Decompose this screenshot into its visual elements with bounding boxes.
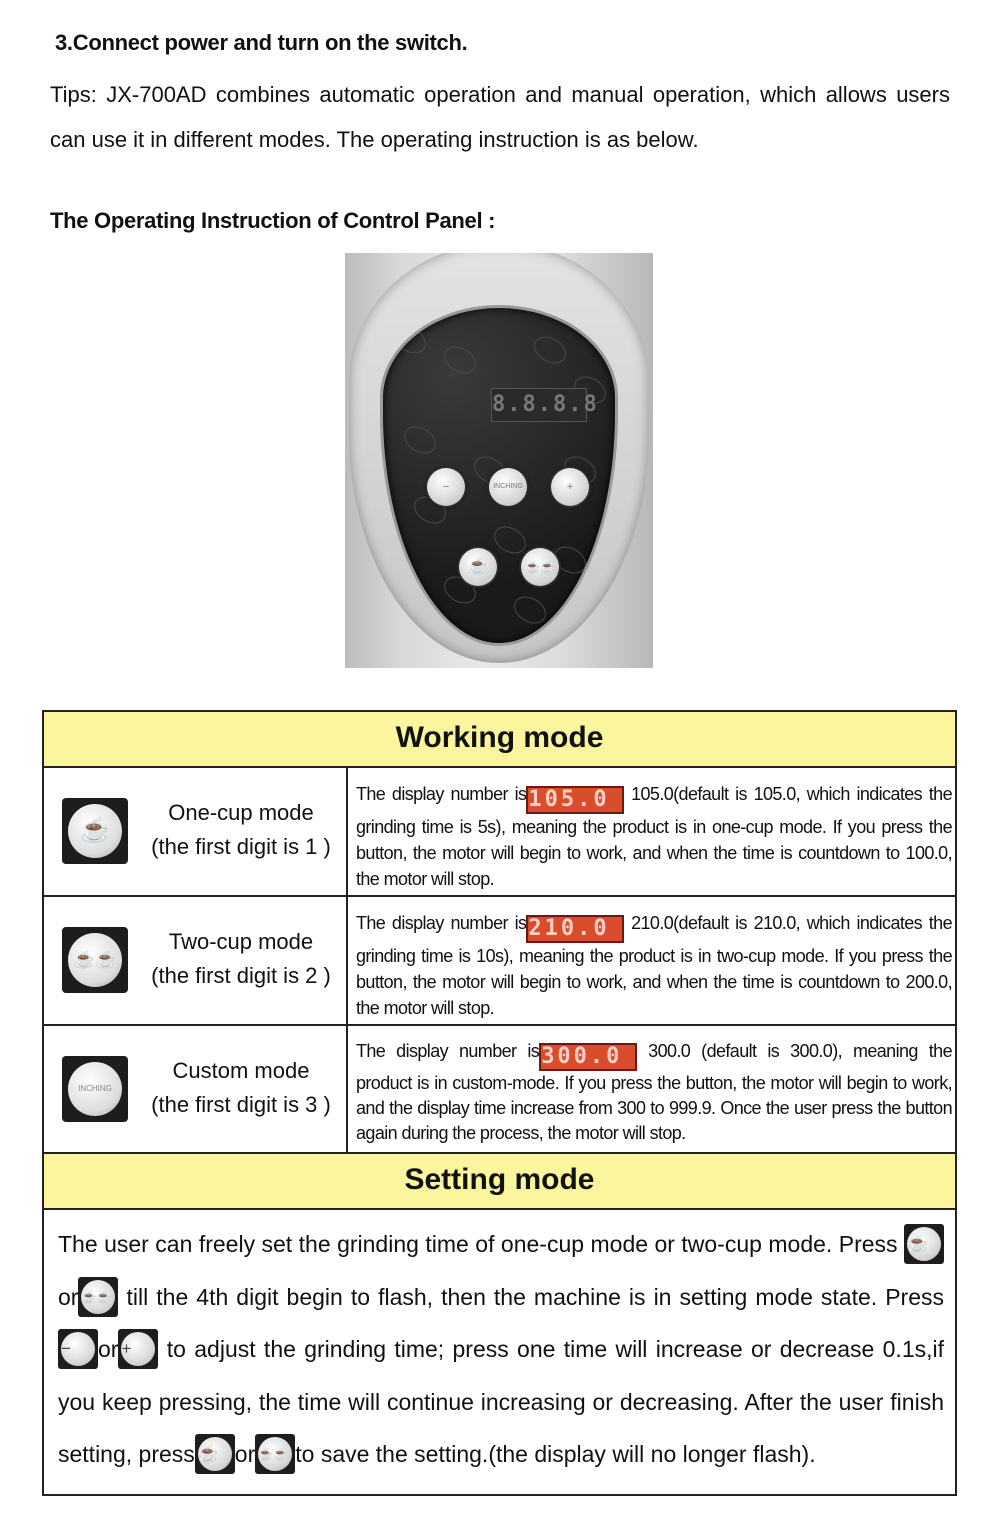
two-cups-icon: ☕☕ — [62, 927, 128, 993]
coffee-cup-icon: ☕ — [62, 798, 128, 864]
mode-description: The display number is300.0 300.0 (default is 300.0), meaning the product is in custom-mode. If you press the button, the motor will begin to work, and the display time increase from 300 to 999.9. Once the user press the button again during the process, the motor will stop. — [356, 1041, 952, 1143]
two-cup-button[interactable]: ☕☕ — [521, 548, 559, 586]
one-cup-icon: ☕ — [195, 1434, 235, 1474]
plus-icon: + — [118, 1329, 158, 1369]
mode-sub: (the first digit is 1 ) — [151, 834, 331, 859]
mode-sub: (the first digit is 3 ) — [151, 1092, 331, 1117]
plus-button[interactable]: + — [551, 468, 589, 506]
table-row — [44, 768, 955, 897]
mode-name: Custom mode — [172, 1058, 310, 1083]
one-cup-icon: ☕ — [904, 1224, 944, 1264]
working-mode-title: Working mode — [44, 712, 955, 768]
table-row — [44, 897, 955, 1026]
inching-button[interactable]: INCHING — [489, 468, 527, 506]
segment-display: 300.0 — [539, 1043, 637, 1071]
control-panel-photo — [345, 253, 653, 668]
mode-description: The display number is210.0 210.0(default is 210.0, which indicates the grinding time is 10s), meaning the product is in two-cup mode. If you press the button, the motor will begin to work, and when the time is countdown to 200.0, the motor will stop. — [356, 913, 953, 1018]
segment-display: 210.0 — [526, 915, 624, 943]
section-heading: 3.Connect power and turn on the switch. — [55, 30, 468, 55]
tips-paragraph: Tips: JX-700AD combines automatic operation and manual operation, which allows users can use it in different modes. The operating instruction is as below. — [50, 82, 950, 152]
one-cup-button[interactable]: ☕ — [459, 548, 497, 586]
control-panel-heading: The Operating Instruction of Control Panel : — [50, 208, 496, 233]
mode-description: The display number is105.0 105.0(default is 105.0, which indicates the grinding time is 5s), meaning the product is in one-cup mode. If you press the button, the motor will begin to work, and when the time is countdown to 100.0, the motor will stop. — [356, 784, 953, 889]
panel-led-display: 8.8.8.8 — [491, 388, 587, 422]
two-cups-icon: ☕☕ — [255, 1434, 295, 1474]
table-row — [44, 1026, 955, 1154]
minus-button[interactable]: − — [427, 468, 465, 506]
minus-icon: − — [58, 1329, 98, 1369]
inching-icon: INCHING — [62, 1056, 128, 1122]
mode-name: One-cup mode — [168, 800, 314, 825]
mode-name: Two-cup mode — [168, 929, 314, 954]
segment-display: 105.0 — [526, 786, 624, 814]
mode-sub: (the first digit is 2 ) — [151, 963, 331, 988]
setting-mode-title: Setting mode — [44, 1154, 955, 1210]
mode-table — [42, 710, 957, 1496]
setting-description: The user can freely set the grinding time of one-cup mode or two-cup mode. Press ☕ or ☕☕ till the 4th digit begin to flash, then the machine is in setting mode state. Press − or + to adjust the grinding time; press one time will increase or decrease 0.1s,if you keep pressing, the time will continue increasing or decreasing. After the user finish setting, press ☕ or ☕☕ to save the setting.(the display will no longer flash). — [58, 1218, 944, 1481]
two-cups-icon: ☕☕ — [78, 1277, 118, 1317]
